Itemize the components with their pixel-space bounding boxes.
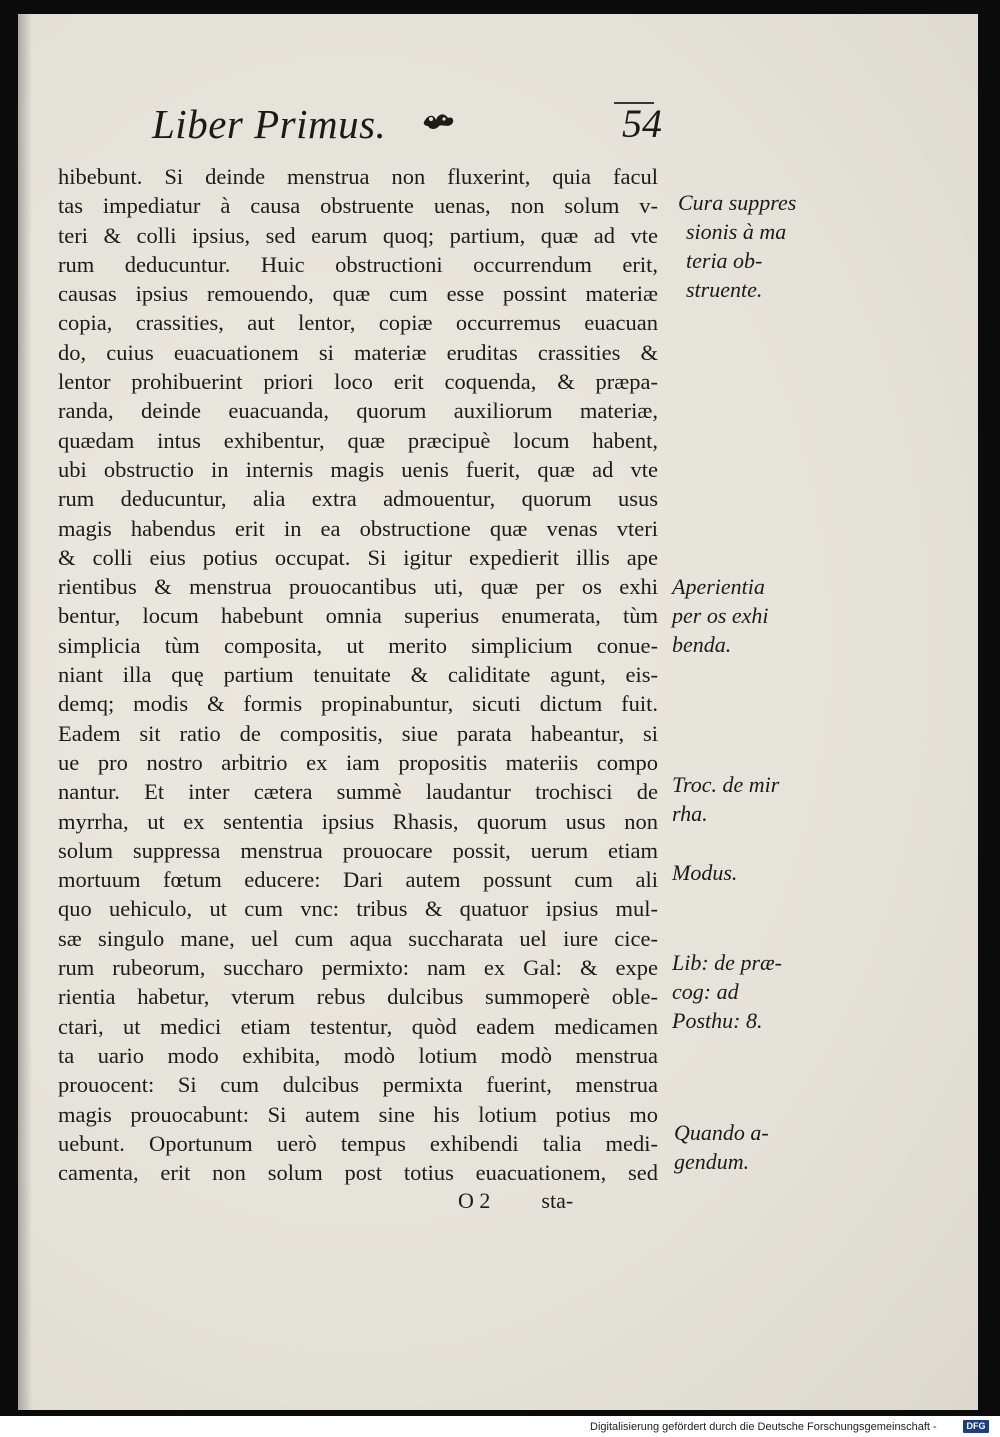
marginal-note-line: cog: ad xyxy=(672,979,739,1004)
marginal-note-line: Cura suppres xyxy=(678,190,797,215)
text-line: copia, crassities, aut lentor, copiæ occurremus euacuan xyxy=(58,310,658,336)
marginal-note-line: teria ob- xyxy=(686,248,763,273)
marginal-note-line: struente. xyxy=(686,277,763,302)
text-line: simplicia tùm composita, ut merito simplicium conue- xyxy=(58,632,658,658)
signature-line xyxy=(458,1188,658,1214)
marginal-note xyxy=(672,948,782,1035)
marginal-note-line: Lib: de præ- xyxy=(672,950,782,975)
marginal-note-line: Posthu: 8. xyxy=(672,1008,763,1033)
running-title: Liber Primus. xyxy=(152,101,387,147)
marginal-note-line: Quando a- xyxy=(674,1120,769,1145)
text-line: nantur. Et inter cætera summè laudantur trochisci de xyxy=(58,779,658,805)
marginal-note xyxy=(672,572,769,659)
marginal-note-line: per os exhi xyxy=(672,603,769,628)
page-header xyxy=(152,96,662,156)
text-line: myrrha, ut ex sententia ipsius Rhasis, quorum usus non xyxy=(58,808,658,834)
dfg-logo: DFG xyxy=(963,1420,989,1433)
text-line: & colli eius potius occupat. Si igitur expedierit illis ape xyxy=(58,544,658,570)
text-line: rientibus & menstrua prouocantibus uti, quæ per os exhi xyxy=(58,574,658,600)
marginal-note-line: rha. xyxy=(672,801,708,826)
text-line: do, cuius euacuationem si materiæ eruditas crassities & xyxy=(58,339,658,365)
marginal-note xyxy=(672,770,779,828)
gutter-shadow xyxy=(18,14,32,1410)
text-line: bentur, locum habebunt omnia superius enumerata, tùm xyxy=(58,603,658,629)
marginal-note xyxy=(678,188,796,304)
catchword: sta- xyxy=(541,1188,574,1213)
text-line: rientia habetur, vterum rebus dulcibus summoperè oble- xyxy=(58,984,658,1010)
text-line: camenta, erit non solum post totius euacuationem, sed xyxy=(58,1160,658,1186)
text-line: uebunt. Oportunum uerò tempus exhibendi talia medi- xyxy=(58,1130,658,1156)
text-line: solum suppressa menstrua prouocare possit, uerum etiam xyxy=(58,837,658,863)
text-line: quo uehiculo, ut cum vnc: tribus & quatuor ipsius mul- xyxy=(58,896,658,922)
marginal-note-line: Aperientia xyxy=(672,574,765,599)
text-line: ta uario modo exhibita, modò lotium modò menstrua xyxy=(58,1042,658,1068)
marginal-note-line: sionis à ma xyxy=(686,219,787,244)
fleuron-ornament-icon xyxy=(422,110,456,132)
marginal-note xyxy=(672,858,737,887)
marginal-note-line: benda. xyxy=(672,632,732,657)
marginal-note-line: Modus. xyxy=(672,860,738,885)
text-line: magis prouocabunt: Si autem sine his lotium potius mo xyxy=(58,1101,658,1127)
text-line: sæ singulo mane, uel cum aqua succharata uel iure cice- xyxy=(58,925,658,951)
text-line: mortuum fœtum educere: Dari autem possunt cum ali xyxy=(58,867,658,893)
text-line: prouocent: Si cum dulcibus permixta fuerint, menstrua xyxy=(58,1072,658,1098)
text-line: lentor prohibuerint priori loco erit coquenda, & præpa- xyxy=(58,369,658,395)
body-text xyxy=(58,162,658,1187)
text-line: rum deducuntur, alia extra admouentur, quorum usus xyxy=(58,486,658,512)
page-number: 54 xyxy=(622,101,662,146)
text-line: randa, deinde euacuanda, quorum auxiliorum materiæ, xyxy=(58,398,658,424)
text-line: niant illa quę partium tenuitate & caliditate agunt, eis- xyxy=(58,662,658,688)
text-line: magis habendus erit in ea obstructione quæ venas vteri xyxy=(58,515,658,541)
text-line: ctari, ut medici etiam testentur, quòd eadem medicamen xyxy=(58,1013,658,1039)
signature-mark: O 2 xyxy=(458,1188,491,1213)
text-line: ue pro nostro arbitrio ex iam propositis materiis compo xyxy=(58,749,658,775)
marginal-note-line: Troc. de mir xyxy=(672,772,780,797)
text-line: rum rubeorum, succharo permixto: nam ex Gal: & expe xyxy=(58,955,658,981)
text-line: tas impediatur à causa obstruente uenas, non solum v- xyxy=(58,193,658,219)
text-line: quædam intus exhibentur, quæ præcipuè locum habent, xyxy=(58,427,658,453)
marginal-note-line: gendum. xyxy=(674,1149,750,1174)
text-line: rum deducuntur. Huic obstructioni occurrendum erit, xyxy=(58,251,658,277)
text-line: Eadem sit ratio de compositis, siue parata habeantur, si xyxy=(58,720,658,746)
text-line: demq; modis & formis propinabuntur, sicuti dictum fuit. xyxy=(58,691,658,717)
marginal-note xyxy=(674,1118,769,1176)
text-line: teri & colli ipsius, sed earum quoq; partium, quæ ad vte xyxy=(58,222,658,248)
text-line: causas ipsius remouendo, quæ cum esse possint materiæ xyxy=(58,281,658,307)
text-line: hibebunt. Si deinde menstrua non fluxerint, quia facul xyxy=(58,164,658,189)
digitization-credit: Digitalisierung gefördert durch die Deutsche Forschungsgemeinschaft - xyxy=(590,1421,937,1433)
text-line: ubi obstructio in internis magis uenis fuerit, quæ ad vte xyxy=(58,456,658,482)
